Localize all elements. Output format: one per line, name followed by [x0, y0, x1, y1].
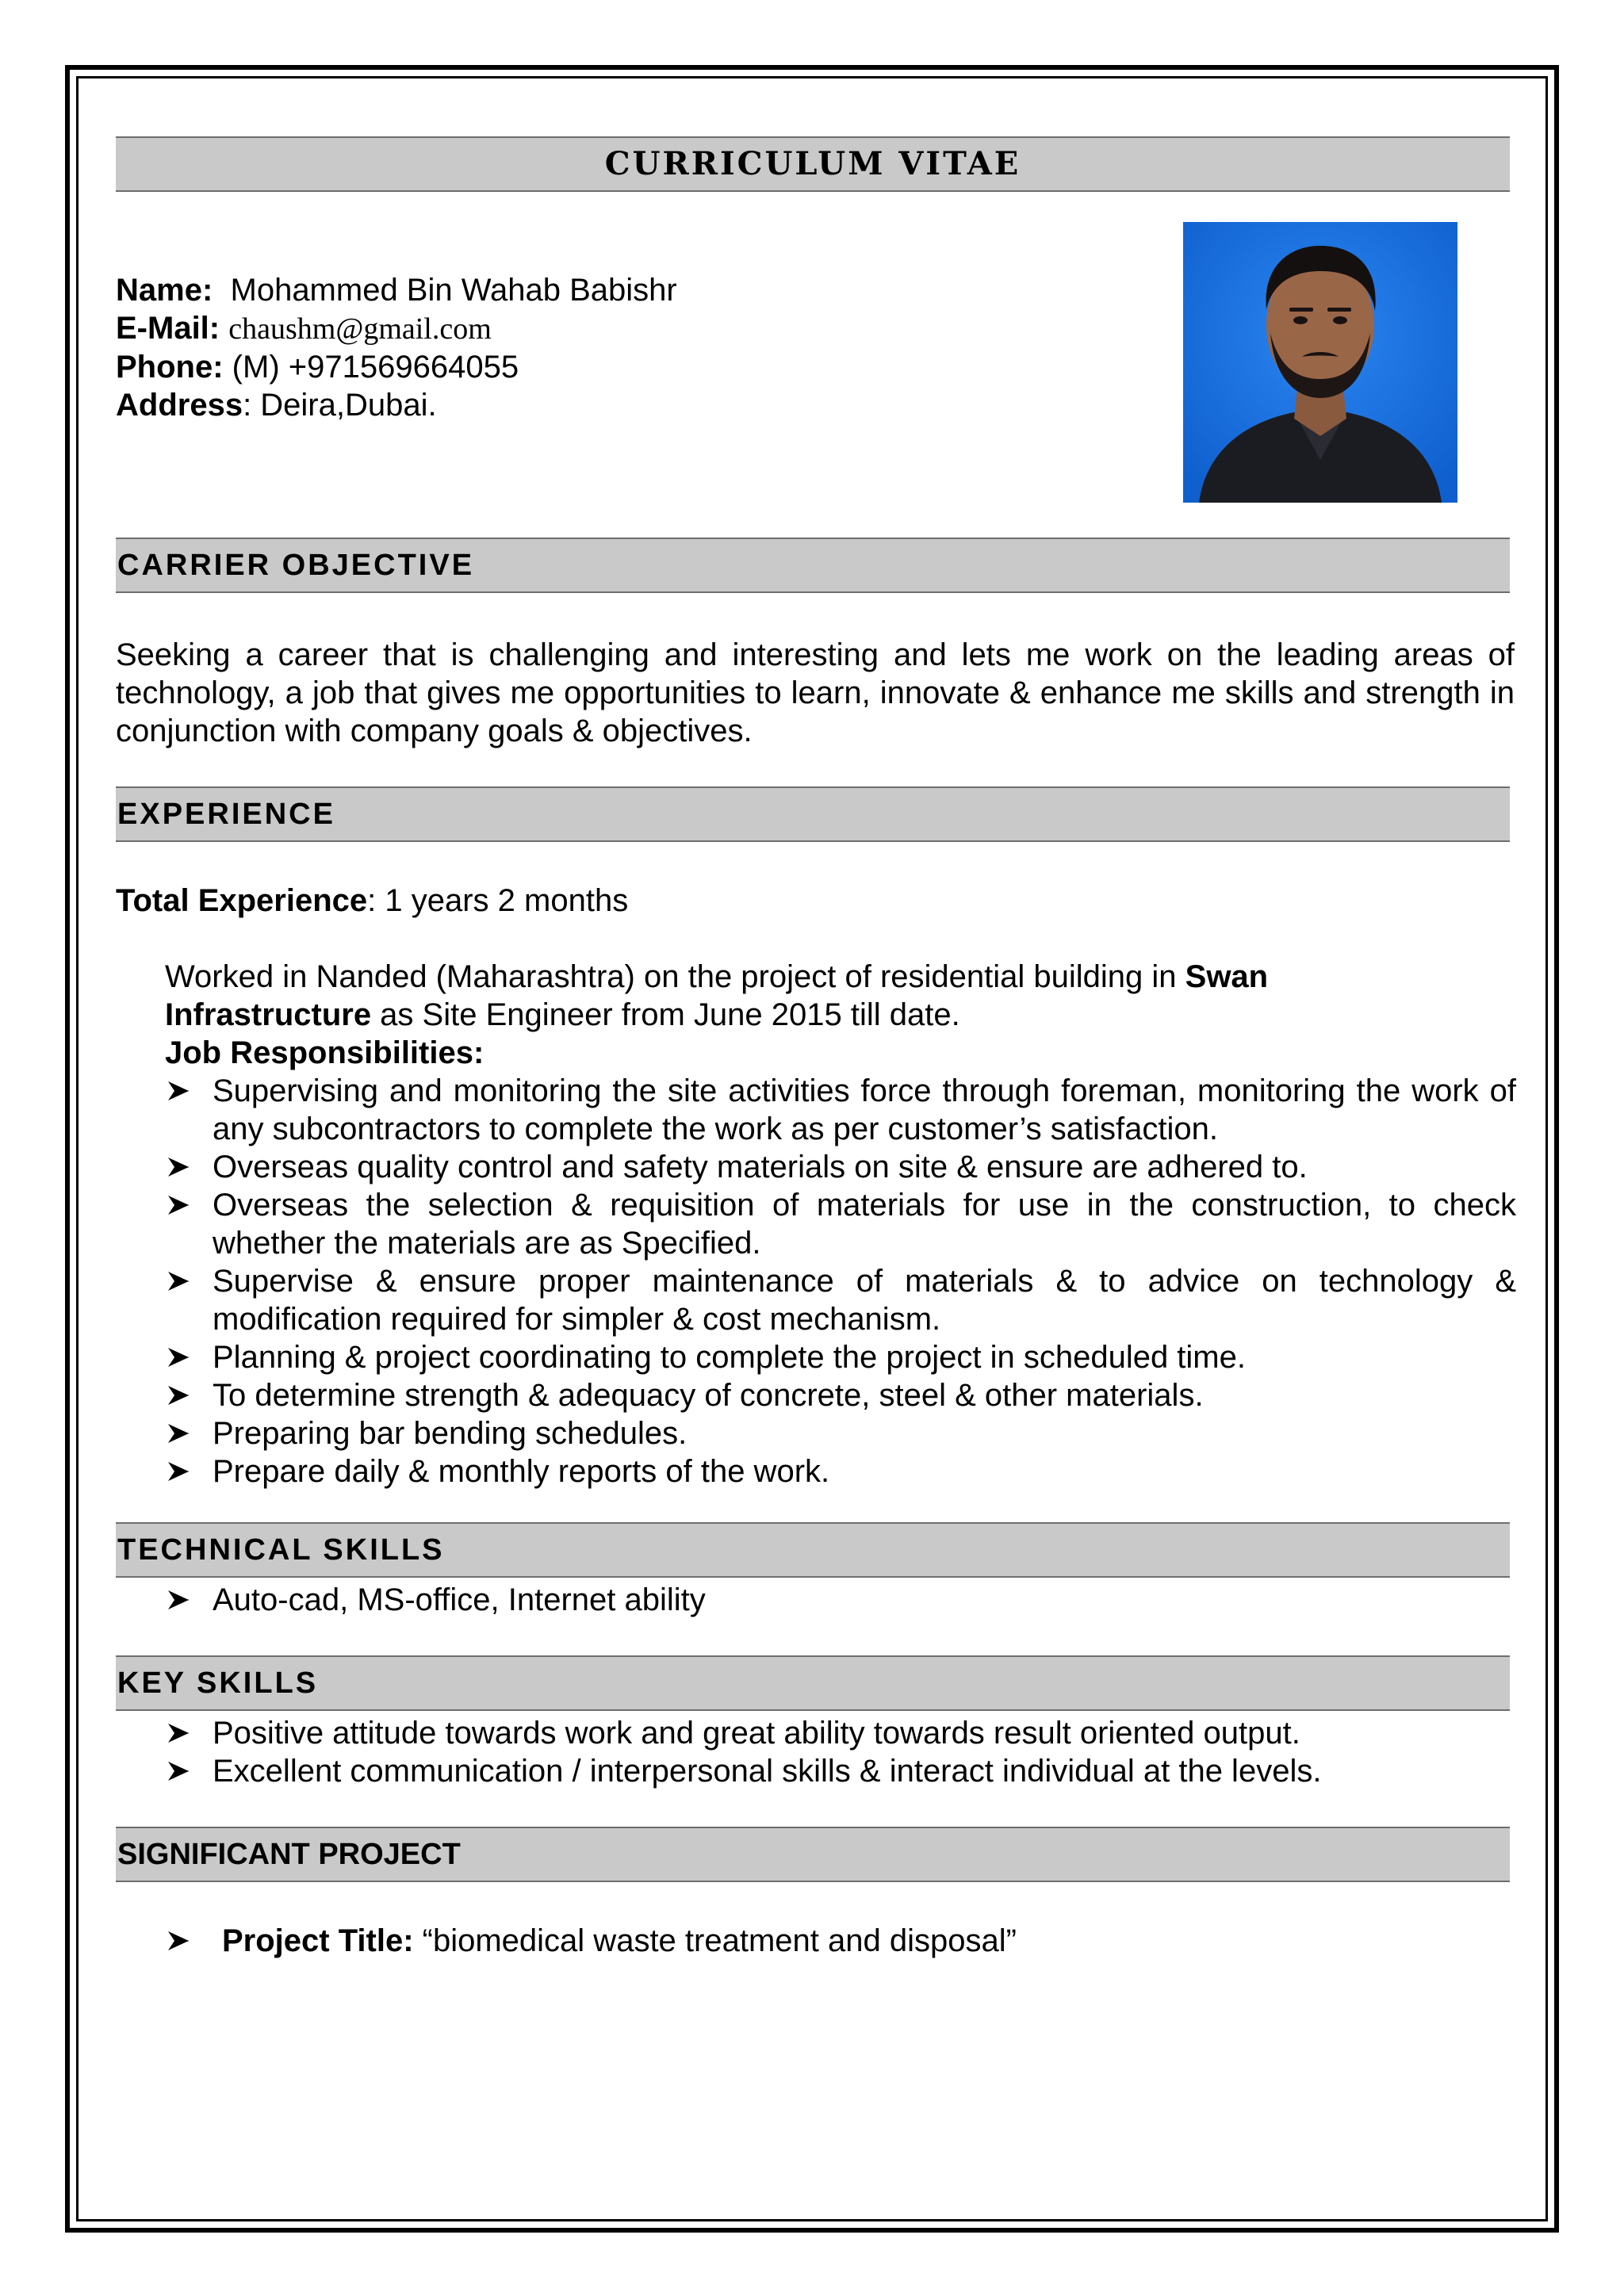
list-item [165, 1376, 1516, 1414]
list-item-text: Supervise & ensure proper maintenance of materials & to advice on technology & modification required for simpler & cost mechanism. [213, 1264, 1516, 1337]
contact-block [116, 271, 677, 424]
page-title: CURRICULUM VITAE [604, 145, 1021, 182]
list-item-text: Overseas quality control and safety materials on site & ensure are adhered to. [213, 1150, 1308, 1184]
experience-band [116, 786, 1510, 842]
project-list [165, 1922, 1516, 1960]
name-value: Mohammed Bin Wahab Babishr [230, 273, 677, 308]
list-item [165, 1752, 1516, 1790]
profile-photo [1183, 222, 1457, 503]
arrow-bullet-icon [165, 1376, 197, 1414]
total-experience-value: : 1 years 2 months [367, 883, 629, 918]
list-item [165, 1452, 1516, 1490]
list-item [165, 1072, 1516, 1148]
objective-band [116, 538, 1510, 593]
objective-text: Seeking a career that is challenging and interesting and lets me work on the leading areas of technology, a job that gives me opportunities to learn, innovate & enhance me skills and strength in conjunction with company goals & objectives. [116, 637, 1515, 748]
total-experience-label: Total Experience [116, 883, 368, 918]
arrow-bullet-icon [165, 1922, 197, 1960]
arrow-bullet-icon [165, 1338, 197, 1376]
list-item [165, 1581, 1516, 1619]
address-label: Address [116, 388, 243, 423]
name-label: Name: [116, 273, 213, 308]
project-heading: SIGNIFICANT PROJECT [117, 1838, 461, 1871]
key-skills-heading: KEY SKILLS [117, 1667, 319, 1700]
arrow-bullet-icon [165, 1714, 197, 1752]
experience-detail [165, 958, 1516, 1490]
list-item-text: Supervising and monitoring the site activities force through foreman, monitoring the work of any subcontractors to complete the work as per customer’s satisfaction. [213, 1073, 1516, 1146]
phone-row [116, 348, 677, 386]
worked-statement [165, 958, 1354, 1034]
arrow-bullet-icon [165, 1752, 197, 1790]
key-skills-list [165, 1714, 1516, 1790]
arrow-bullet-icon [165, 1148, 197, 1186]
responsibilities-label-text: Job Responsibilities: [165, 1035, 485, 1070]
project-value: “biomedical waste treatment and disposal” [413, 1923, 1017, 1958]
list-item [165, 1714, 1516, 1752]
list-item-text: Positive attitude towards work and great ability towards result oriented output. [213, 1716, 1300, 1751]
arrow-bullet-icon [165, 1581, 197, 1619]
responsibilities-label [165, 1034, 1516, 1072]
arrow-bullet-icon [165, 1414, 197, 1452]
list-item-text: Auto-cad, MS-office, Internet ability [213, 1582, 706, 1617]
arrow-bullet-icon [165, 1186, 197, 1224]
phone-value: (M) +971569664055 [232, 350, 519, 385]
technical-list [165, 1581, 1516, 1619]
total-experience [116, 882, 628, 920]
responsibilities-list [165, 1072, 1516, 1490]
objective-heading: CARRIER OBJECTIVE [117, 549, 475, 582]
technical-skills [165, 1581, 1516, 1619]
list-item [165, 1922, 1516, 1960]
list-item-text: To determine strength & adequacy of concrete, steel & other materials. [213, 1378, 1204, 1413]
email-row [116, 309, 677, 348]
experience-heading: EXPERIENCE [117, 798, 335, 831]
project-band [116, 1827, 1510, 1882]
list-item-text: Planning & project coordinating to complete the project in scheduled time. [213, 1340, 1246, 1375]
portrait-image [1183, 222, 1457, 503]
list-item-text: Overseas the selection & requisition of materials for use in the construction, to check whether the materials are as Specified. [213, 1188, 1516, 1261]
email-label: E-Mail: [116, 311, 220, 346]
worked-post: as Site Engineer from June 2015 till date. [371, 997, 960, 1032]
technical-band [116, 1522, 1510, 1578]
list-item-text: Prepare daily & monthly reports of the work. [213, 1454, 830, 1489]
company-name: Swan Infrastructure [165, 959, 1269, 1032]
name-row [116, 271, 677, 309]
list-item-text: Preparing bar bending schedules. [213, 1416, 688, 1451]
list-item [165, 1148, 1516, 1186]
arrow-bullet-icon [165, 1262, 197, 1300]
arrow-bullet-icon [165, 1452, 197, 1490]
arrow-bullet-icon [165, 1072, 197, 1110]
list-item [165, 1186, 1516, 1262]
address-value: : Deira,Dubai. [243, 388, 437, 423]
key-skills [165, 1714, 1516, 1790]
phone-label: Phone: [116, 350, 224, 385]
technical-heading: TECHNICAL SKILLS [117, 1533, 445, 1567]
email-value: chaushm@gmail.com [228, 312, 492, 346]
list-item-text: Excellent communication / interpersonal skills & interact individual at the levels. [213, 1754, 1322, 1789]
address-row [116, 386, 677, 424]
project-label: Project Title: [222, 1923, 414, 1958]
worked-pre: Worked in Nanded (Maharashtra) on the project of residential building in [165, 959, 1185, 994]
list-item [165, 1414, 1516, 1452]
project-block [165, 1922, 1516, 1960]
key-skills-band [116, 1655, 1510, 1711]
list-item [165, 1262, 1516, 1338]
title-band [116, 136, 1510, 192]
list-item [165, 1338, 1516, 1376]
